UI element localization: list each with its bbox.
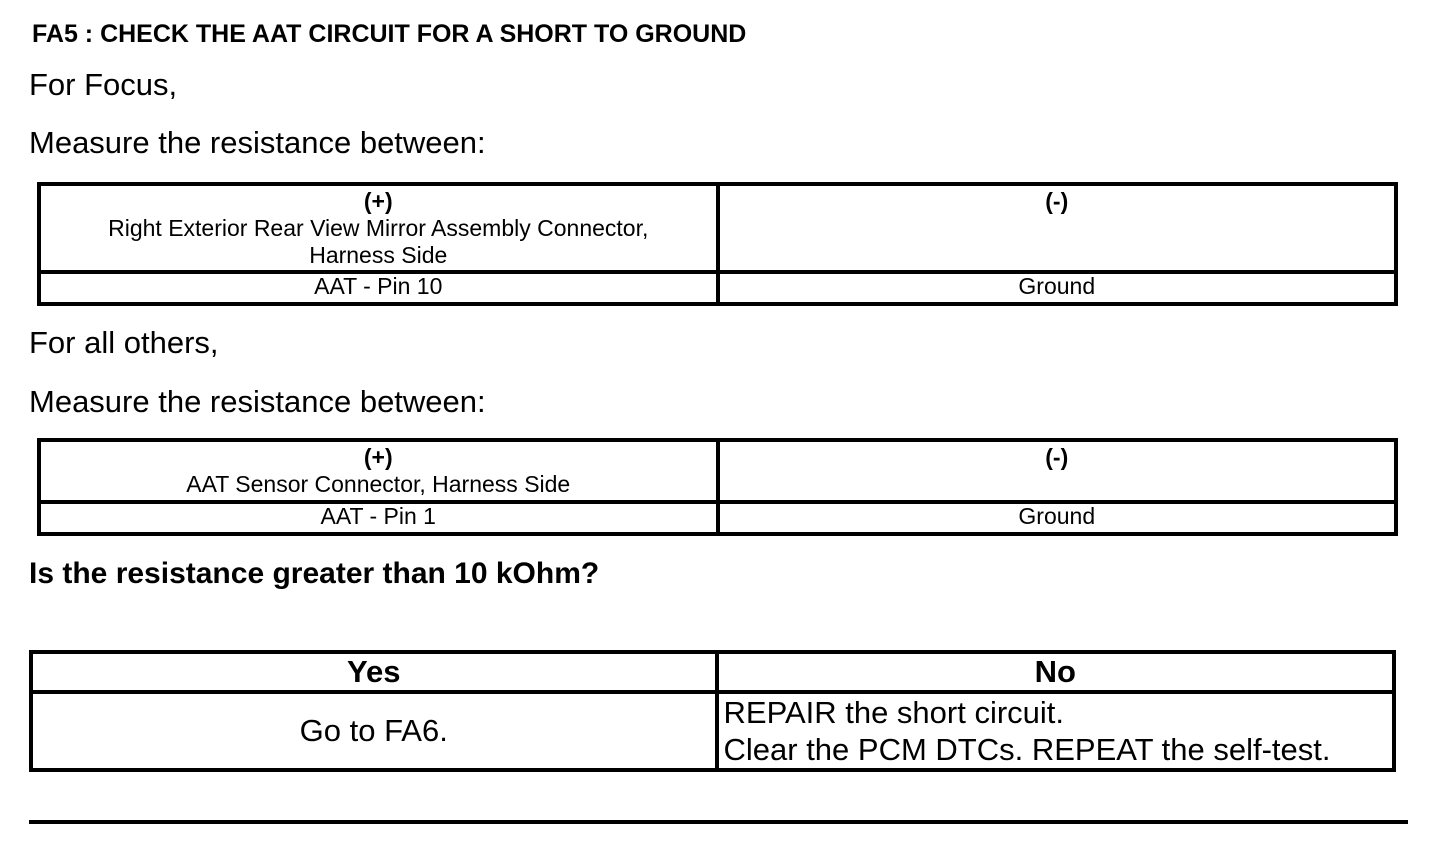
yes-header: Yes — [31, 652, 717, 692]
focus-plus-desc-line2: Harness Side — [309, 242, 448, 268]
minus-symbol: (-) — [1045, 444, 1069, 470]
no-action-line2: Clear the PCM DTCs. REPEAT the self-test. — [723, 732, 1331, 767]
plus-symbol: (+) — [363, 188, 393, 214]
resistance-question: Is the resistance greater than 10 kOhm? — [29, 557, 600, 590]
others-label: For all others, — [29, 325, 219, 360]
others-instruction: Measure the resistance between: — [29, 384, 486, 419]
no-header: No — [717, 652, 1395, 692]
focus-minus-value: Ground — [718, 272, 1397, 304]
no-action-line1: REPAIR the short circuit. — [723, 695, 1065, 730]
others-plus-value: AAT - Pin 1 — [39, 502, 718, 534]
focus-minus-header — [718, 184, 1397, 272]
others-minus-value: Ground — [718, 502, 1397, 534]
focus-measurement-table — [37, 182, 1398, 306]
bottom-divider — [29, 820, 1408, 824]
focus-instruction: Measure the resistance between: — [29, 125, 486, 160]
others-minus-header — [718, 440, 1397, 502]
focus-plus-header — [39, 184, 718, 272]
focus-label: For Focus, — [29, 67, 178, 102]
focus-plus-value: AAT - Pin 10 — [39, 272, 718, 304]
others-measurement-table — [37, 438, 1398, 536]
no-action — [717, 692, 1395, 770]
focus-plus-desc-line1: Right Exterior Rear View Mirror Assembly Connector, — [108, 215, 649, 241]
answer-table — [29, 650, 1396, 772]
minus-symbol: (-) — [1045, 188, 1069, 214]
step-title: FA5 : CHECK THE AAT CIRCUIT FOR A SHORT TO GROUND — [32, 20, 747, 48]
yes-action: Go to FA6. — [31, 692, 717, 770]
others-plus-header — [39, 440, 718, 502]
plus-symbol: (+) — [363, 444, 393, 470]
others-plus-desc-line1: AAT Sensor Connector, Harness Side — [186, 471, 571, 497]
